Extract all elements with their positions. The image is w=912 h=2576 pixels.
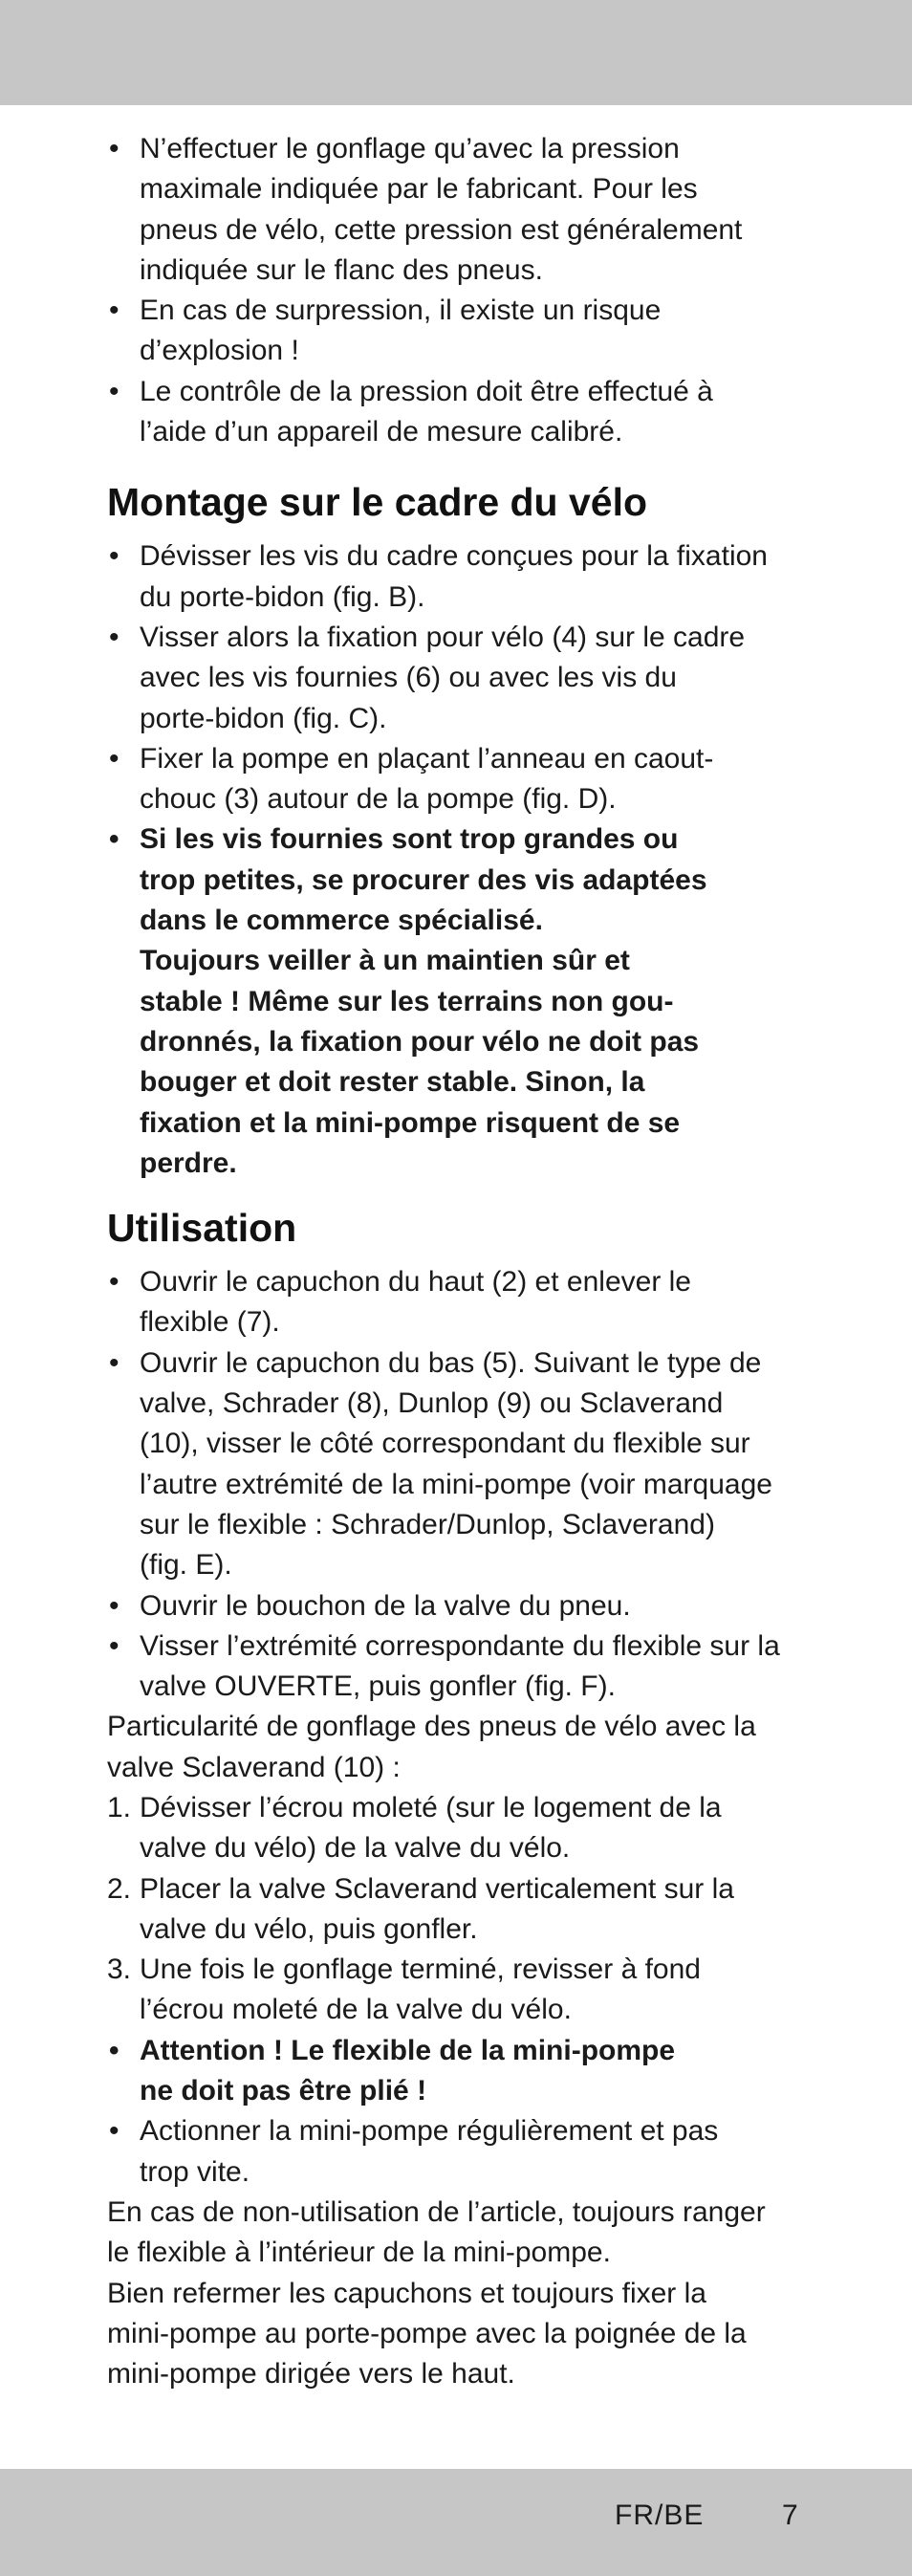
text-line: valve, Schrader (8), Dunlop (9) ou Sclaverand: [140, 1387, 724, 1420]
text-line: ne doit pas être plié !: [140, 2075, 427, 2107]
text-line: le flexible à l’intérieur de la mini-pompe.: [107, 2237, 611, 2269]
text-line: Actionner la mini-pompe régulièrement et pas: [140, 2115, 719, 2148]
text-line: Ouvrir le capuchon du bas (5). Suivant le type de: [140, 1346, 762, 1379]
list-item: [107, 291, 814, 372]
step-number: 2.: [107, 1872, 132, 1905]
text-line: mini-pompe dirigée vers le haut.: [107, 2358, 515, 2390]
text-line: Visser l’extrémité correspondante du flexible sur la: [140, 1629, 780, 1662]
numbered-step: [107, 1950, 814, 2031]
text-line: N’effectuer le gonflage qu’avec la pression: [140, 133, 680, 164]
closing-paragraph: [107, 2193, 814, 2394]
text-line: Placer la valve Sclaverand verticalement sur la: [140, 1872, 734, 1905]
text-line: l’écrou moleté de la valve du vélo.: [140, 1994, 572, 2026]
list-item: [107, 129, 814, 291]
text-line: valve OUVERTE, puis gonfler (fig. F).: [140, 1670, 616, 1703]
list-item: [107, 372, 814, 453]
text-line: porte-bidon (fig. C).: [140, 702, 387, 734]
step-number: 3.: [107, 1954, 132, 1986]
text-line: Dévisser l’écrou moleté (sur le logement de la: [140, 1791, 722, 1823]
page-number: 7: [782, 2500, 798, 2531]
text-line: stable ! Même sur les terrains non gou-: [140, 985, 674, 1017]
list-item: [107, 2111, 814, 2193]
list-item: [107, 739, 814, 820]
text-line: Particularité de gonflage des pneus de vélo avec la: [107, 1711, 756, 1743]
list-item: [107, 2031, 814, 2112]
list-item: [107, 1586, 814, 1626]
text-line: Ouvrir le bouchon de la valve du pneu.: [140, 1589, 631, 1622]
steps-list: [107, 1788, 814, 2031]
text-line: sur le flexible : Schrader/Dunlop, Sclaverand): [140, 1508, 715, 1540]
intro-list: [107, 129, 814, 452]
text-line: valve du vélo, puis gonfler.: [140, 1912, 478, 1945]
after-steps-list: [107, 2031, 814, 2193]
text-line: Si les vis fournies sont trop grandes ou: [140, 823, 679, 856]
top-bar: [0, 0, 912, 105]
text-line: indiquée sur le flanc des pneus.: [140, 253, 543, 286]
page-content: [107, 129, 814, 2394]
text-line: Bien refermer les capuchons et toujours fixer la: [107, 2277, 706, 2309]
text-line: mini-pompe au porte-pompe avec la poignée de la: [107, 2317, 747, 2349]
list-item: [107, 819, 814, 1184]
text-line: valve Sclaverand (10) :: [107, 1751, 401, 1783]
text-line: (fig. E).: [140, 1549, 232, 1582]
numbered-step: [107, 1788, 814, 1869]
text-line: (10), visser le côté correspondant du flexible sur: [140, 1428, 750, 1460]
text-line: Toujours veiller à un maintien sûr et: [140, 945, 630, 977]
text-line: d’explosion !: [140, 335, 299, 367]
list-item: [107, 618, 814, 739]
text-line: dronnés, la fixation pour vélo ne doit pas: [140, 1025, 700, 1058]
text-line: En cas de non-utilisation de l’article, toujours ranger: [107, 2195, 766, 2228]
text-line: En cas de surpression, il existe un risque: [140, 295, 662, 327]
text-line: trop vite.: [140, 2155, 250, 2188]
text-line: Ouvrir le capuchon du haut (2) et enlever le: [140, 1266, 691, 1299]
list-item: [107, 1262, 814, 1343]
text-line: avec les vis fournies (6) ou avec les vis du: [140, 662, 677, 694]
text-line: Une fois le gonflage terminé, revisser à fond: [140, 1954, 701, 1986]
footer-bar: [0, 2469, 912, 2576]
text-line: Fixer la pompe en plaçant l’anneau en caout-: [140, 742, 714, 775]
list-item: [107, 1343, 814, 1586]
text-line: Visser alors la fixation pour vélo (4) sur le cadre: [140, 621, 746, 653]
text-line: Attention ! Le flexible de la mini-pompe: [140, 2034, 676, 2066]
text-line: bouger et doit rester stable. Sinon, la: [140, 1066, 645, 1099]
text-line: perdre.: [140, 1146, 237, 1179]
section-title-utilisation: Utilisation: [107, 1206, 297, 1251]
text-line: chouc (3) autour de la pompe (fig. D).: [140, 783, 617, 816]
montage-list: [107, 536, 814, 1184]
text-line: valve du vélo) de la valve du vélo.: [140, 1832, 571, 1865]
text-line: l’autre extrémité de la mini-pompe (voir marquage: [140, 1468, 772, 1500]
text-line: maximale indiquée par le fabricant. Pour les: [140, 173, 698, 206]
utilisation-list: [107, 1262, 814, 1707]
text-line: flexible (7).: [140, 1306, 280, 1339]
text-line: trop petites, se procurer des vis adaptées: [140, 863, 707, 896]
numbered-step: [107, 1869, 814, 1951]
text-line: du porte-bidon (fig. B).: [140, 580, 425, 613]
text-line: fixation et la mini-pompe risquent de se: [140, 1106, 681, 1139]
text-line: l’aide d’un appareil de mesure calibré.: [140, 416, 623, 448]
sclaverand-intro: [107, 1707, 814, 1788]
text-line: dans le commerce spécialisé.: [140, 905, 543, 937]
step-number: 1.: [107, 1791, 132, 1823]
text-line: Le contrôle de la pression doit être effectué à: [140, 375, 713, 407]
section-title-montage: Montage sur le cadre du vélo: [107, 480, 648, 525]
footer-language-code: FR/BE: [615, 2500, 705, 2531]
list-item: [107, 1626, 814, 1708]
text-line: pneus de vélo, cette pression est généralement: [140, 213, 743, 246]
list-item: [107, 536, 814, 618]
text-line: Dévisser les vis du cadre conçues pour la fixation: [140, 540, 768, 573]
